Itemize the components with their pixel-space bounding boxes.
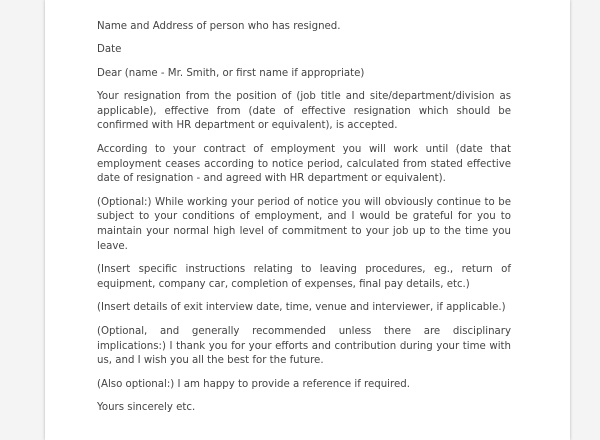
letter-page bbox=[45, 0, 570, 440]
paragraph-thanks: (Optional, and generally recommended unless there are disciplinary implications:) I thank you for your efforts and contribution during your time with us, and I wish you all the best for the future. bbox=[97, 325, 511, 367]
paragraph-reference: (Also optional:) I am happy to provide a reference if required. bbox=[97, 378, 410, 390]
paragraph-notice-period: (Optional:) While working your period of notice you will obviously continue to be subject to your conditions of employment, and I would be grateful for you to maintain your normal high level of commitment to your job up to the time you leave. bbox=[97, 196, 511, 253]
closing: Yours sincerely etc. bbox=[97, 401, 196, 413]
paragraph-contract: According to your contract of employment you will work until (date that employment ceases according to notice period, calculated from stated effective date of resignation - and agreed with HR department or equivalent). bbox=[97, 143, 511, 185]
paragraph-exit-interview: (Insert details of exit interview date, time, venue and interviewer, if applicable.) bbox=[97, 302, 506, 314]
letter-body bbox=[97, 20, 511, 424]
paragraph-acceptance: Your resignation from the position of (job title and site/department/division as applicable), effective from (date of effective resignation which should be confirmed with HR department or equivalent), is accepted. bbox=[97, 90, 511, 132]
paragraph-leaving-procedures: (Insert specific instructions relating to leaving procedures, eg., return of equipment, company car, completion of expenses, final pay details, etc.) bbox=[97, 264, 511, 291]
sender-name-address: Name and Address of person who has resigned. bbox=[97, 21, 341, 32]
letter-date: Date bbox=[97, 44, 122, 56]
salutation: Dear (name - Mr. Smith, or first name if appropriate) bbox=[97, 67, 365, 79]
